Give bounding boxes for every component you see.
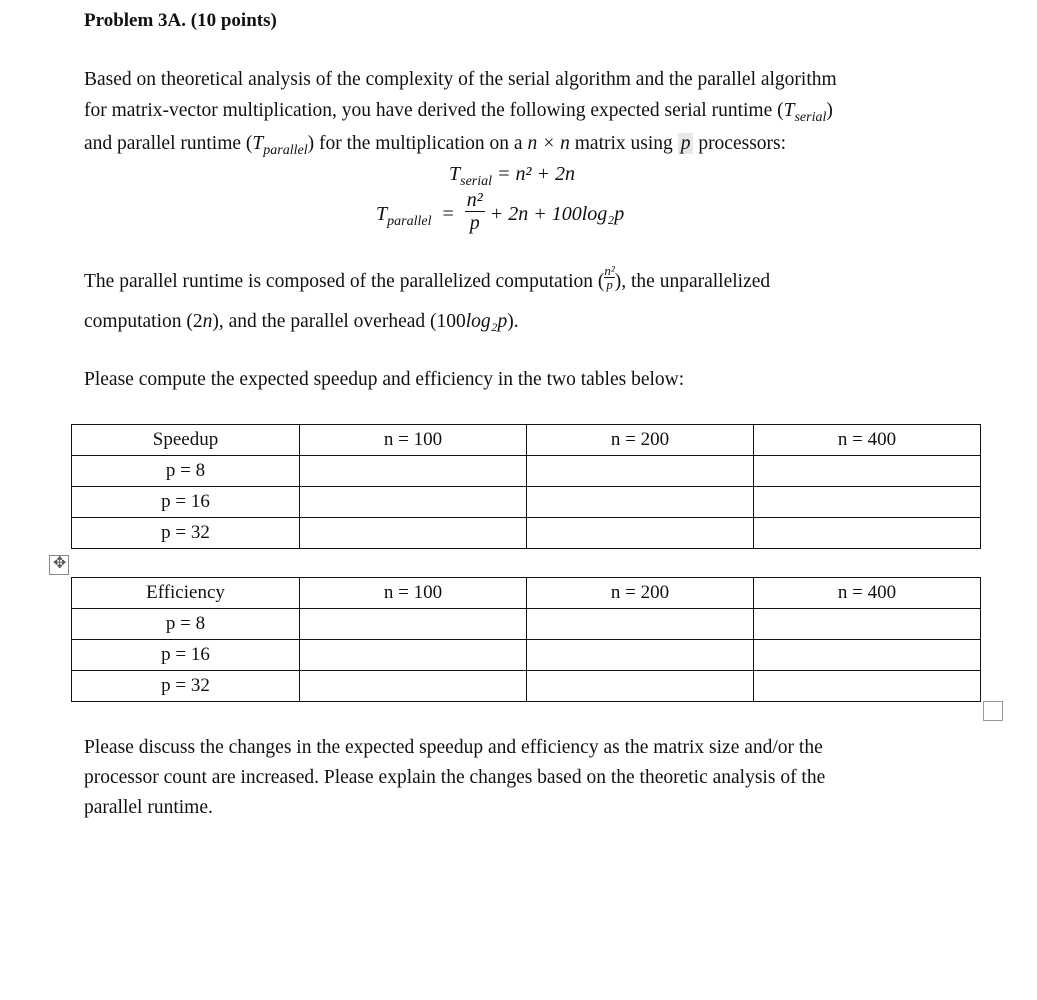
table-cell[interactable] [754,640,981,671]
row-label: p = 8 [72,609,300,640]
serial-equation: $T_{serial} = n^2 + 2n$ [449,163,576,189]
table-header-cell: n = 100 [300,425,527,456]
table-cell[interactable] [527,456,754,487]
table-header-cell: Efficiency [72,578,300,609]
intro-paragraph [84,64,1004,161]
table-header-cell: n = 100 [300,578,527,609]
table-row [72,578,981,609]
highlighted-p: p [678,133,694,154]
discussion-line-1: Please discuss the changes in the expected speedup and efficiency as the matrix size and/or the [84,737,823,758]
speedup-table [71,424,981,549]
row-label: p = 32 [72,671,300,702]
table-row [72,518,981,549]
problem-title: Problem 3A. (10 points) [84,10,277,31]
intro-line-2: for matrix-vector multiplication, you have derived the following expected serial runtime $(T_{serial})$ [84,100,833,125]
table-cell[interactable] [754,671,981,702]
efficiency-table [71,577,981,702]
table-header-cell: Speedup [72,425,300,456]
instruction-text: Please compute the expected speedup and efficiency in the two tables below: [84,369,685,390]
table-cell[interactable] [300,518,527,549]
row-label: p = 32 [72,518,300,549]
table-cell[interactable] [754,487,981,518]
table-cell[interactable] [527,640,754,671]
table-cell[interactable] [754,456,981,487]
resize-handle-icon[interactable] [983,701,1003,721]
table-row [72,609,981,640]
table-row [72,456,981,487]
table-header-cell: n = 400 [754,578,981,609]
row-label: p = 16 [72,487,300,518]
intro-line-1: Based on theoretical analysis of the complexity of the serial algorithm and the parallel algorithm [84,69,837,90]
composition-paragraph: The parallel runtime is composed of the parallelized computation ( $\frac{\text{n²}}{p}$ ), the unparallelized computation (2n), and the parallel overhead (100log₂p). [84,263,771,332]
table-cell[interactable] [300,640,527,671]
table-header-cell: n = 400 [754,425,981,456]
table-row [72,487,981,518]
table-row [72,671,981,702]
move-handle-icon[interactable] [49,555,69,575]
move-arrows-icon: ✥ [53,553,67,572]
small-fraction: $\frac{\text{n²}}{p}$ [604,263,615,293]
table-cell[interactable] [300,609,527,640]
table-cell[interactable] [527,487,754,518]
row-label: p = 16 [72,640,300,671]
table-header-cell: n = 200 [527,425,754,456]
table-cell[interactable] [300,671,527,702]
parallel-equation: $T_{parallel}$ = $\frac{\text{n²}}{p}$ + 2n + 100log₂p [376,189,625,234]
table-row [72,425,981,456]
table-cell[interactable] [527,671,754,702]
table-cell[interactable] [300,456,527,487]
intro-line-3: and parallel runtime $(T_{parallel})$ for the multiplication on a n × n matrix using p processors: [84,133,787,158]
discussion-line-3: parallel runtime. [84,797,213,818]
table-header-cell: n = 200 [527,578,754,609]
table-row [72,640,981,671]
row-label: p = 8 [72,456,300,487]
table-cell[interactable] [300,487,527,518]
table-cell[interactable] [754,518,981,549]
discussion-paragraph [84,733,1004,823]
table-cell[interactable] [527,609,754,640]
discussion-line-2: processor count are increased. Please explain the changes based on the theoretic analysis of the [84,767,826,788]
n-squared-over-p: $\frac{\text{n²}}{p}$ [466,189,483,234]
table-cell[interactable] [527,518,754,549]
table-cell[interactable] [754,609,981,640]
